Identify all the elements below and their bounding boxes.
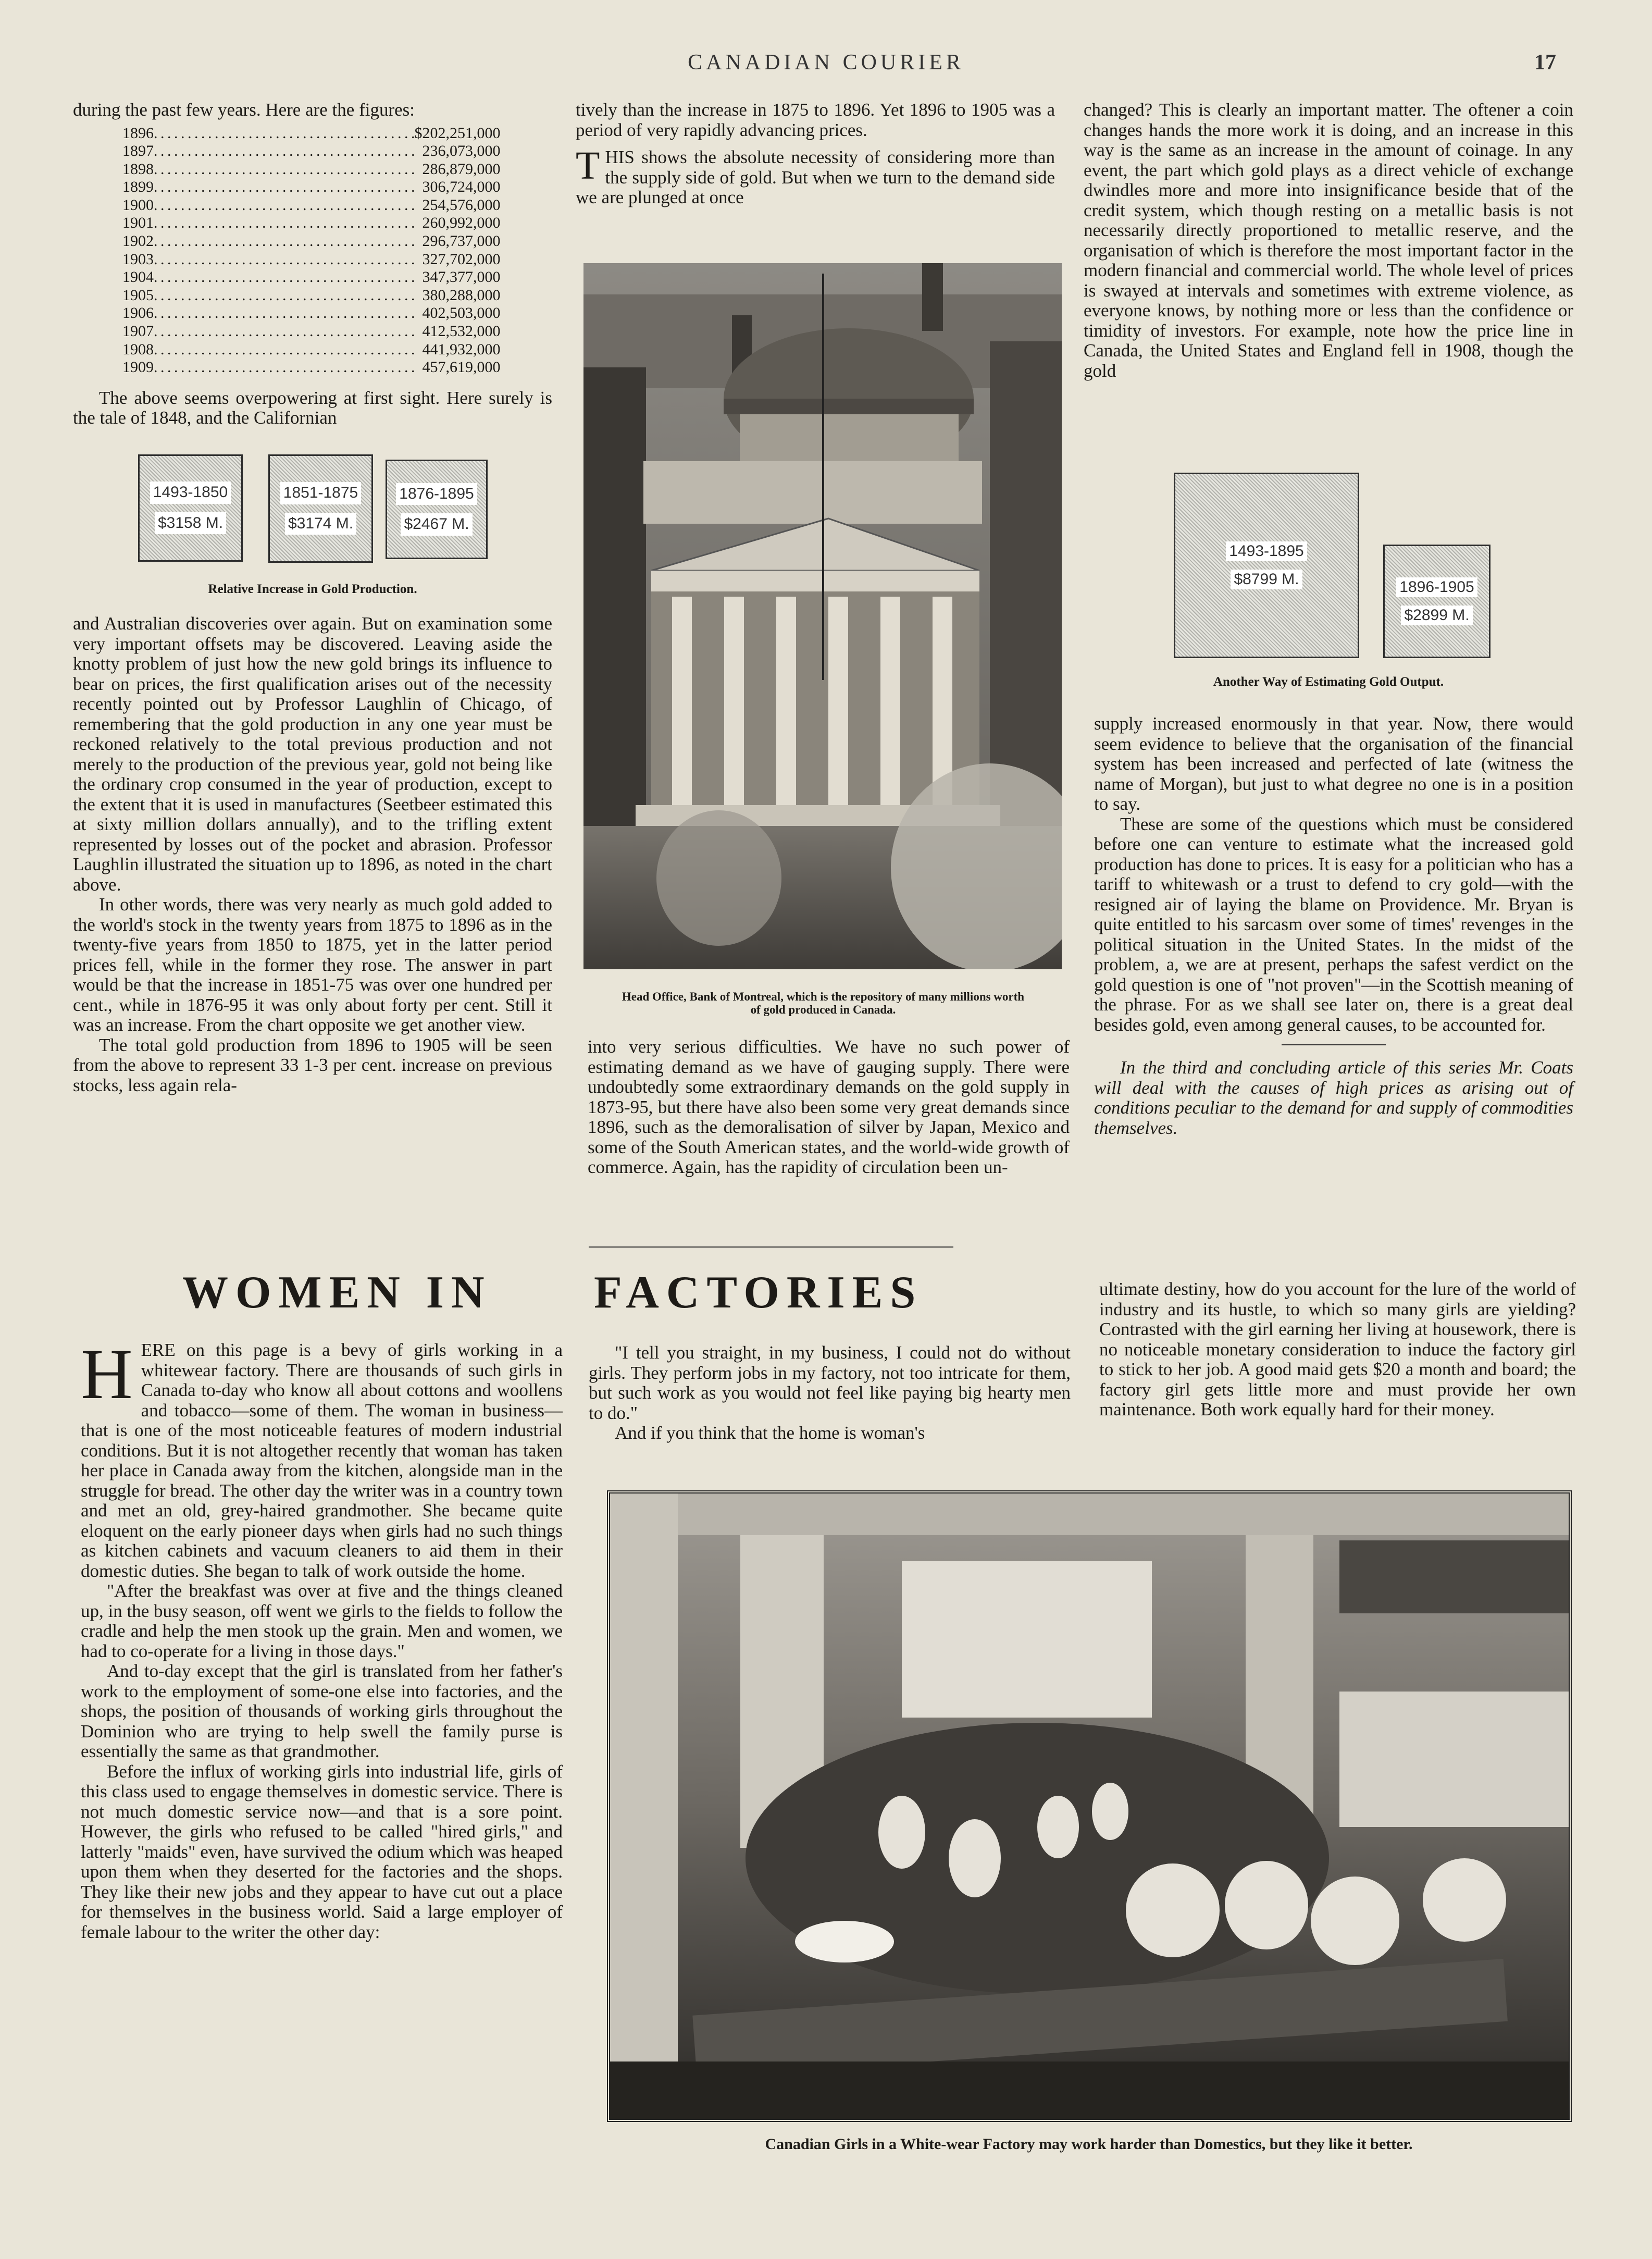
figure-leader <box>154 161 415 179</box>
col1-intro: during the past few years. Here are the figures: <box>73 100 415 120</box>
article2-col2-p1: "I tell you straight, in my business, I could not do without girls. They perform jobs in my factory, not too intricate for them, but such work as you would not feel like paying big hearty men to do." <box>589 1342 1071 1423</box>
figure-row <box>122 268 501 287</box>
chart2-box-2-range: 1896-1905 <box>1396 577 1477 597</box>
figure-row <box>122 323 501 341</box>
chart2-box-2 <box>1383 545 1490 658</box>
chart1-box-3-range: 1876-1895 <box>396 483 477 505</box>
factory-photo <box>607 1490 1572 2122</box>
article-title-right: FACTORIES <box>594 1267 923 1318</box>
figure-year: 1903 <box>122 250 154 268</box>
article2-p3: And to-day except that the girl is translated from her father's work to the employment of some-one else into factories, and the shops, the position of thousands of working girls throughout the Dominion who are trying to help swell the family purse is essentially the same as that grandmother. <box>81 1661 563 1761</box>
page-number: 17 <box>1534 51 1556 75</box>
figure-value: 457,619,000 <box>422 359 501 376</box>
figure-year: 1901 <box>122 214 154 232</box>
figure-year: 1909 <box>122 359 154 376</box>
figure-value: 327,702,000 <box>422 250 501 268</box>
col2-smallcaps: HIS <box>605 147 635 167</box>
figure-value: 402,503,000 <box>422 304 501 322</box>
article-separator <box>589 1246 953 1248</box>
col3-p1: changed? This is clearly an important matter. The oftener a coin changes hands the more work it is doing, and an increase in this way is the same as an increase in the amount of coinage. In any event, the part which gold plays as a direct vehicle of exchange dwindles more and more into insignificance beside that of the credit system, which though resting on a metallic basis is not necessarily directly proportioned to metallic reserve, and the organisation of which is therefore the most important factor in the modern financial and commercial world. The whole level of prices is swayed at intervals and sometimes with extreme violence, as everyone knows, by nothing more or less than the confidence or timidity of investors. For example, note how the price line in Canada, the United States and England fell in 1908, though the gold <box>1084 100 1573 381</box>
chart1-caption: Relative Increase in Gold Production. <box>208 582 417 596</box>
figure-value: 296,737,000 <box>422 232 501 250</box>
figure-leader <box>154 214 415 232</box>
article2-p2: "After the breakfast was over at five and the things cleaned up, in the busy season, off went we girls to the fields to follow the cradle and help the men stook up the grain. Men and women, we had to co-operate for a living in those days." <box>81 1581 563 1661</box>
article2-col3 <box>1099 1279 1576 1420</box>
figure-leader <box>154 142 415 161</box>
figure-row <box>122 359 501 377</box>
col1-p3: In other words, there was very nearly as much gold added to the world's stock in the twenty years from 1875 to 1896 as in the twenty-five years from 1850 to 1875, yet in the latter period prices fell, while in the former they rose. The answer in part would be that the increase in 1851-75 was over one hundred per cent., while in 1876-95 it was only about forty per cent. Still it was an increase. From the chart opposite we get another view. <box>73 894 552 1035</box>
gold-chart-estimate <box>1170 472 1503 675</box>
chart1-box-2-amount: $3174 M. <box>285 513 356 535</box>
figure-row <box>122 196 501 215</box>
figure-leader <box>154 232 415 251</box>
chart1-box-1-amount: $3158 M. <box>155 512 226 535</box>
figure-year: 1905 <box>122 286 154 304</box>
chart1-box-1-range: 1493-1850 <box>150 482 231 504</box>
bank-of-montreal-photo <box>583 263 1062 969</box>
col3-top-text <box>1084 100 1573 381</box>
figure-year: 1904 <box>122 268 154 286</box>
col1-p4: The total gold production from 1896 to 1905 will be seen from the above to represent 33 1-3 per cent. increase on previous stocks, less again rela- <box>73 1034 552 1095</box>
figure-year: 1900 <box>122 196 154 214</box>
figure-value: 254,576,000 <box>422 196 501 214</box>
chart2-box-1-range: 1493-1895 <box>1226 541 1307 561</box>
article2-dropcap: H <box>81 1334 133 1414</box>
col2-top-text <box>576 100 1055 208</box>
article2-p1-text: ERE on this page is a bevy of girls working in a whitewear factory. There are thousands of such girls in Canada to-day who know all about cottons and woollens and tobacco—some of them. The woman in business—that is one of the most noticeable features of modern industrial conditions. But it is not altogether recently that woman has taken her place in Canada away from the kitchen, alongside man in the struggle for bread. The other day the writer was in a country town and met an old, grey-haired grandmother. She became quite eloquent on the early pioneer days when girls had no such things as kitchen cabinets and vacuum cleaners to aid them in their domestic duties. She began to talk of work outside the home. <box>81 1340 563 1581</box>
figure-leader <box>154 251 415 269</box>
figure-value: 347,377,000 <box>422 268 501 286</box>
figure-value: 441,932,000 <box>422 340 501 358</box>
figure-leader <box>154 196 415 215</box>
figure-row <box>122 125 501 143</box>
article-title-left: WOMEN IN <box>182 1267 492 1318</box>
chart2-box-1 <box>1174 473 1359 658</box>
figure-leader <box>154 304 415 323</box>
article2-col1 <box>81 1334 563 1942</box>
article2-col2-p2: And if you think that the home is woman's <box>615 1423 925 1443</box>
col2-p1: tively than the increase in 1875 to 1896. Yet 1896 to 1905 was a period of very rapidly advancing prices. <box>576 100 1055 140</box>
figure-year: 1906 <box>122 304 154 322</box>
figure-year: 1899 <box>122 178 154 196</box>
figure-leader <box>154 125 415 143</box>
col3-p3: These are some of the questions which must be considered before one can venture to estimate what the increased gold production has done to prices. It is easy for a politician who has a tariff to whitewash or a trust to defend to cry gold—with the resigned air of laying the blame on Providence. Mr. Bryan is quite entitled to his sarcasm over some of times' revenges in the political situation in the United States. In the midst of the problem, a, we are at present, perhaps the safest verdict on the gold question is one of "not proven"—in the Scottish meaning of the phrase. For as we shall see later on, there is a great deal besides gold, even among general causes, to be accounted for. <box>1094 813 1573 1035</box>
chart2-box-2-amount: $2899 M. <box>1401 606 1472 625</box>
article2-p1 <box>81 1334 563 1581</box>
article2-p4: Before the influx of working girls into industrial life, girls of this class used to engage themselves in domestic service. There is not much domestic service now—and that is a sore point. However, the girls who refused to be called "hired girls," and latterly "maids" even, have survived the odium which was heaped upon them when they deserted for the factories and the shops. They like their new jobs and they appear to have cut out a place for themselves in the business world. Said a large employer of female labour to the writer the other day: <box>81 1761 563 1942</box>
figure-year: 1898 <box>122 160 154 178</box>
chart1-box-2 <box>268 454 373 563</box>
figure-leader <box>154 178 415 196</box>
chart1-box-3-amount: $2467 M. <box>401 513 472 536</box>
masthead: CANADIAN COURIER <box>688 51 964 75</box>
figure-row <box>122 232 501 251</box>
col2-p3: into very serious difficulties. We have no such power of estimating demand as we have of gauging supply. There were undoubtedly some extraordinary demands on the gold supply in 1873-95, but there have also been some very great demands since 1896, such as the demoralisation of silver by Japan, Mexico and some of the South American states, and the world-wide growth of commerce. Again, has the rapidity of circulation been un- <box>588 1036 1070 1177</box>
factory-photo-caption: Canadian Girls in a White-wear Factory may work harder than Domestics, but they like it better. <box>765 2135 1413 2153</box>
factory-photo-svg <box>610 1493 1569 2119</box>
col3-bottom-text <box>1094 714 1573 1138</box>
chart2-box-1-amount: $8799 M. <box>1231 570 1302 589</box>
col3-divider <box>1282 1044 1386 1045</box>
gold-chart-relative <box>73 428 552 579</box>
figure-row <box>122 251 501 269</box>
figure-row <box>122 287 501 305</box>
figure-row <box>122 142 501 161</box>
figure-value: $202,251,000 <box>414 124 501 142</box>
col3-p2: supply increased enormously in that year. Now, there would seem evidence to believe that the organisation of the financial system has been increased and perfected of late (witness the name of Morgan), but just to what degree no one is in a position to say. <box>1094 713 1573 814</box>
figure-row <box>122 214 501 232</box>
figure-year: 1897 <box>122 142 154 160</box>
figure-leader <box>154 341 415 359</box>
col1-p-after: The above seems overpowering at first sight. Here surely is the tale of 1848, and the Californian <box>73 387 552 428</box>
col2-bottom-text <box>588 1037 1070 1178</box>
figure-value: 236,073,000 <box>422 142 501 160</box>
figure-leader <box>154 359 415 377</box>
col3-note: In the third and concluding article of this series Mr. Coats will deal with the causes of high prices as arising out of conditions peculiar to the demand for and supply of commodities themselves. <box>1094 1057 1573 1138</box>
figure-value: 412,532,000 <box>422 323 501 340</box>
article2-col2 <box>589 1343 1071 1443</box>
figure-value: 260,992,000 <box>422 214 501 232</box>
figure-row <box>122 161 501 179</box>
chart1-box-3 <box>386 460 488 559</box>
col1-p2: and Australian discoveries over again. But on examination some very important offsets may be discovered. Leaving aside the knotty problem of just how the new gold brings its influence to bear on prices, the first qualification arises out of the necessity recently pointed out by Professor Laughlin of Chicago, of remembering that the gold production in any one year must be reckoned relatively to the total previous production and not merely to the production of the previous year, gold not being like the ordinary crop consumed in the year of production, except to the extent that it is used in manufactures (Seetbeer estimated this at sixty million dollars annually), and to the trifling extent represented by losses out of the pocket and abrasion. Professor Laughlin illustrated the situation up to 1896, as noted in the chart above. <box>73 613 552 895</box>
figure-row <box>122 178 501 196</box>
chart1-box-1 <box>138 454 243 562</box>
figure-row <box>122 341 501 359</box>
figure-value: 380,288,000 <box>422 286 501 304</box>
figure-year: 1907 <box>122 323 154 340</box>
col2-p2 <box>576 144 1055 208</box>
figure-value: 286,879,000 <box>422 160 501 178</box>
figure-year: 1908 <box>122 340 154 358</box>
gold-figures-table <box>122 125 501 377</box>
chart2-caption: Another Way of Estimating Gold Output. <box>1213 675 1444 689</box>
bank-photo-caption: Head Office, Bank of Montreal, which is the repository of many millions worth of gold produced in Canada. <box>622 990 1025 1016</box>
col1-top <box>73 100 552 1095</box>
figure-year: 1902 <box>122 232 154 250</box>
bank-photo-svg <box>583 263 1062 969</box>
figure-leader <box>154 287 415 305</box>
figure-leader <box>154 323 415 341</box>
figure-year: 1896 <box>122 124 154 142</box>
col2-dropcap: T <box>576 144 600 188</box>
figure-row <box>122 304 501 323</box>
figure-value: 306,724,000 <box>422 178 501 196</box>
article2-col3-p1: ultimate destiny, how do you account for the lure of the world of industry and its hustle, to which so many girls are yielding? Contrasted with the girl earning her living at housework, there is no noticeable monetary consideration to induce the factory girl to stick to her job. A good maid gets $20 a month and board; the factory girl gets little more and must provide her own maintenance. Both work equally hard for their money. <box>1099 1279 1576 1419</box>
col2-p2-text: shows the absolute necessity of considering more than the supply side of gold. But when we turn to the demand side we are plunged at once <box>576 147 1055 207</box>
chart1-box-2-range: 1851-1875 <box>280 482 361 504</box>
figure-leader <box>154 268 415 287</box>
